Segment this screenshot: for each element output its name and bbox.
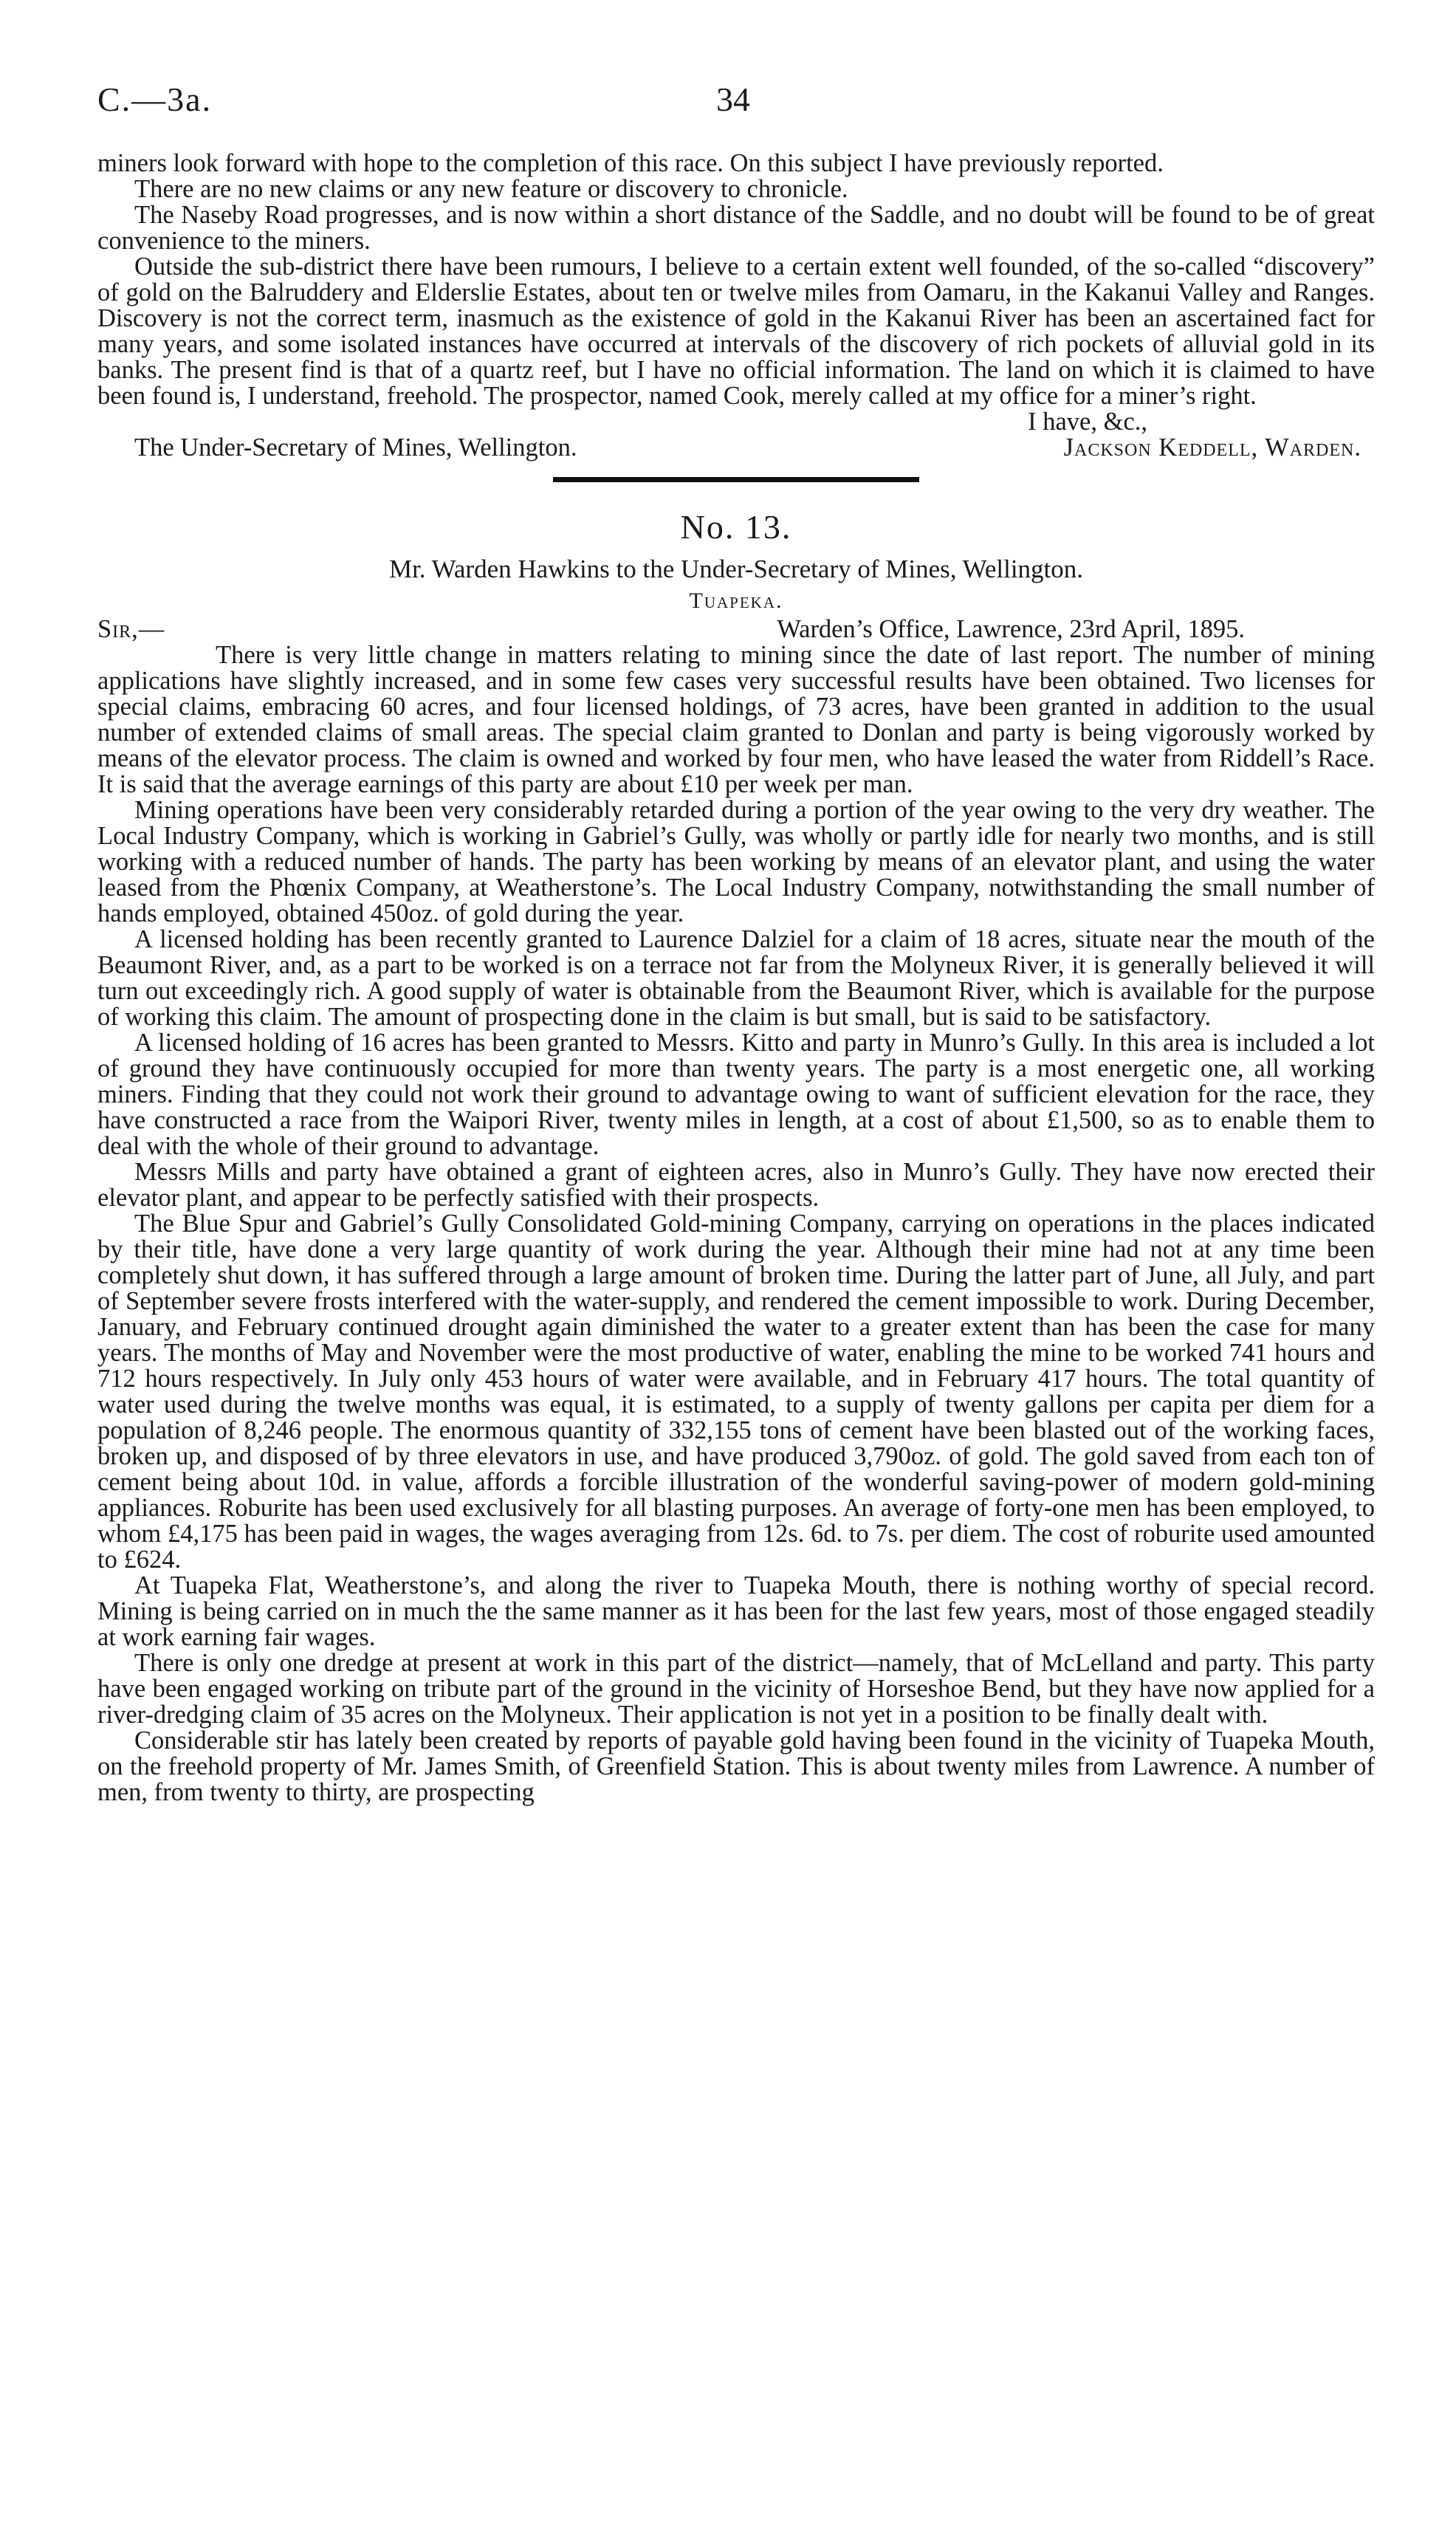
closing-phrase: I have, &c., <box>1028 408 1147 436</box>
district-heading: Tuapeka. <box>689 589 783 613</box>
paragraph: At Tuapeka Flat, Weatherstone’s, and along the river to Tuapeka Mouth, there is nothing worthy of special record. Mining is being carried on in much the the same manner as it has been for the last few years, most of those engaged steadily at work earning fair wages. <box>97 1571 1375 1651</box>
document-title: Mr. Warden Hawkins to the Under-Secretary of Mines, Wellington. <box>388 555 1084 583</box>
page-header-ref: C.—3a. <box>97 80 213 118</box>
page-body <box>97 151 1375 1805</box>
addressee: The Under-Secretary of Mines, Wellington. <box>134 433 577 462</box>
paragraph: Outside the sub-district there have been rumours, I believe to a certain extent well founded, of the so-called “discovery” of gold on the Balruddery and Elderslie Estates, about ten or twelve miles from Oamaru, in the Kakanui Valley and Ranges. Discovery is not the correct term, inasmuch as the existence of gold in the Kakanui River has been an ascertained fact for many years, and some isolated instances have occurred at intervals of the discovery of rich pockets of alluvial gold in its banks. The present find is that of a quartz reef, but I have no official information. The land on which it is claimed to have been found is, I understand, freehold. The prospector, named Cook, merely called at my office for a miner’s right. <box>97 253 1375 410</box>
paragraph: miners look forward with hope to the completion of this race. On this subject I have previously reported. <box>97 149 1164 177</box>
paragraph: There are no new claims or any new feature or discovery to chronicle. <box>134 175 848 203</box>
signatory: Jackson Keddell, Warden. <box>1063 433 1361 462</box>
paragraph: Mining operations have been very considerably retarded during a portion of the year owing to the very dry weather. The Local Industry Company, which is working in Gabriel’s Gully, was wholly or partly idle for nearly two months, and is still working with a reduced number of hands. The party has been working by means of an elevator plant, and using the water leased from the Phœnix Company, at Weatherstone’s. The Local Industry Company, notwithstanding the small number of hands employed, obtained 450oz. of gold during the year. <box>97 796 1375 927</box>
closing-line <box>97 409 1375 435</box>
salutation-row <box>97 617 1375 642</box>
paragraph: Messrs Mills and party have obtained a grant of eighteen acres, also in Munro’s Gully. They have now erected their elevator plant, and appear to be perfectly satisfied with their prospects. <box>97 1158 1375 1212</box>
dateline: Warden’s Office, Lawrence, 23rd April, 1895. <box>777 615 1245 643</box>
paragraph: There is only one dredge at present at work in this part of the district—namely, that of McLelland and party. This party have been engaged working on tribute part of the ground in the vicinity of Horseshoe Bend, but they have now applied for a river-dredging claim of 35 acres on the Molyneux. Their application is not yet in a position to be finally dealt with. <box>97 1649 1375 1729</box>
document-number: No. 13. <box>680 508 792 546</box>
paragraph: The Naseby Road progresses, and is now within a short distance of the Saddle, and no doubt will be found to be of great convenience to the miners. <box>97 201 1375 255</box>
paragraph: There is very little change in matters relating to mining since the date of last report. The number of mining applications have slightly increased, and in some few cases very successful results have been obtained. Two licenses for special claims, embracing 60 acres, and four licensed holdings, of 73 acres, have been granted in addition to the usual number of extended claims of small areas. The special claim granted to Donlan and party is being vigorously worked by means of the elevator process. The claim is owned and worked by four men, who have leased the water from Riddell’s Race. It is said that the average earnings of this party are about £10 per week per man. <box>97 641 1375 798</box>
signature-line <box>97 435 1375 461</box>
paragraph: Considerable stir has lately been created by reports of payable gold having been found in the vicinity of Tuapeka Mouth, on the freehold property of Mr. James Smith, of Greenfield Station. This is about twenty miles from Lawrence. A number of men, from twenty to thirty, are prospecting <box>97 1726 1375 1806</box>
section-divider <box>553 477 919 482</box>
paragraph: The Blue Spur and Gabriel’s Gully Consolidated Gold-mining Company, carrying on operations in the places indicated by their title, have done a very large quantity of work during the year. Although their mine had not at any time been completely shut down, it has suffered through a large amount of broken time. During the latter part of June, all July, and part of September severe frosts interfered with the water-supply, and rendered the cement impossible to work. During December, January, and February continued drought again diminished the water to a greater extent than has been the case for many years. The months of May and November were the most productive of water, enabling the mine to be worked 741 hours and 712 hours respectively. In July only 453 hours of water were available, and in February 417 hours. The total quantity of water used during the twelve months was equal, it is estimated, to a supply of twenty gallons per capita per diem for a population of 8,246 people. The enormous quantity of 332,155 tons of cement have been blasted out of the working faces, broken up, and disposed of by three elevators in use, and have produced 3,790oz. of gold. The gold saved from each ton of cement being about 10d. in value, affords a forcible illustration of the wonderful saving-power of modern gold-mining appliances. Roburite has been used exclusively for all blasting purposes. An average of forty-one men has been employed, to whom £4,175 has been paid in wages, the wages averaging from 12s. 6d. to 7s. per diem. The cost of roburite used amounted to £624. <box>97 1210 1375 1574</box>
salutation: Sir,— <box>97 615 165 643</box>
page-number: 34 <box>716 80 750 118</box>
paragraph: A licensed holding of 16 acres has been granted to Messrs. Kitto and party in Munro’s Gully. In this area is included a lot of ground they have continuously occupied for more than twenty years. The party is a most energetic one, all working miners. Finding that they could not work their ground to advantage owing to want of sufficient elevation for the race, they have constructed a race from the Waipori River, twenty miles in length, at a cost of about £1,500, so as to enable them to deal with the whole of their ground to advantage. <box>97 1029 1375 1160</box>
paragraph: A licensed holding has been recently granted to Laurence Dalziel for a claim of 18 acres, situate near the mouth of the Beaumont River, and, as a part to be worked is on a terrace not far from the Molyneux River, it is generally believed it will turn out exceedingly rich. A good supply of water is obtainable from the Beaumont River, which is available for the purpose of working this claim. The amount of prospecting done in the claim is but small, but is said to be satisfactory. <box>97 925 1375 1031</box>
